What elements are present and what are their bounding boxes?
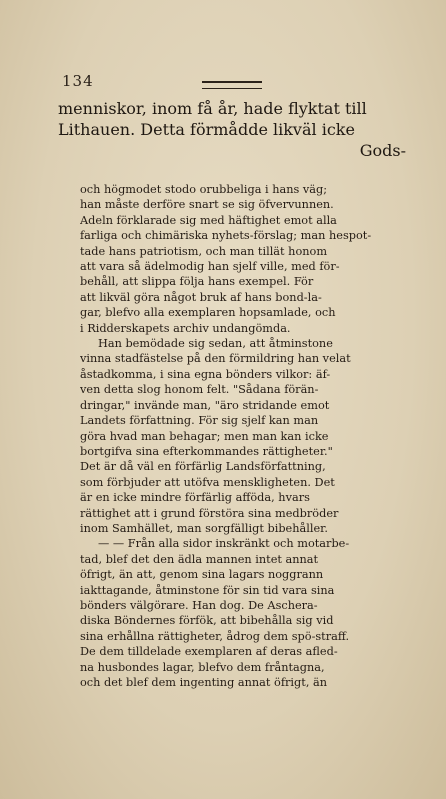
body-line: han måste derföre snart se sig öfvervunnen. <box>80 198 334 212</box>
continuation-block <box>58 98 406 161</box>
body-line: och det blef dem ingenting annat öfrigt, än <box>80 676 328 689</box>
body-line: ven detta slog honom felt. "Sådana förän- <box>80 383 319 397</box>
body-line: göra hvad man behagar; men man kan icke <box>80 429 329 443</box>
text-line: Lithauen. Detta förmådde likväl icke <box>58 120 355 139</box>
body-line: öfrigt, än att, genom sina lagars noggrann <box>80 568 324 582</box>
body-line: behåll, att slippa följa hans exempel. För <box>80 275 314 289</box>
body-line: att likväl göra något bruk af hans bond-la- <box>80 290 322 304</box>
body-line: bortgifva sina efterkommandes rättigheter." <box>80 444 333 458</box>
ornamental-rule <box>202 81 262 89</box>
body-line: dringar," invände man, "äro stridande emot <box>80 398 330 412</box>
body-text <box>80 182 410 690</box>
body-line: Adeln förklarade sig med häftighet emot alla <box>80 213 337 227</box>
body-line: inom Samhället, man sorgfälligt bibehåller. <box>80 521 328 535</box>
running-head <box>62 72 402 94</box>
body-line: att vara så ädelmodig han sjelf ville, med för- <box>80 260 340 274</box>
body-line: är en icke mindre förfärlig afföda, hvars <box>80 491 310 505</box>
body-line: tade hans patriotism, och man tillät honom <box>80 244 328 258</box>
body-line: Det är då väl en förfärlig Landsförfattning, <box>80 460 326 474</box>
body-line: bönders välgörare. Han dog. De Aschera- <box>80 598 318 612</box>
body-line: diska Böndernes förfök, att bibehålla sig vid <box>80 614 334 628</box>
body-line: vinna stadfästelse på den förmildring han velat <box>80 352 351 366</box>
catchword: Gods- <box>359 141 406 160</box>
body-line: De dem tilldelade exemplaren af deras afled- <box>80 645 338 659</box>
body-line: gar, blefvo alla exemplaren hopsamlade, och <box>80 306 336 320</box>
body-line: åstadkomma, i sina egna bönders vilkor: äf- <box>80 367 331 381</box>
body-line: farliga och chimäriska nyhets-förslag; man hespot- <box>80 229 372 243</box>
body-line: sina erhållna rättigheter, ådrog dem spö-straff. <box>80 629 350 643</box>
body-line: som förbjuder att utöfva menskligheten. Det <box>80 475 335 489</box>
body-line: Landets författning. För sig sjelf kan man <box>80 414 319 428</box>
body-line: och högmodet stodo orubbeliga i hans väg; <box>80 183 328 196</box>
body-line: i Ridderskapets archiv undangömda. <box>80 321 291 335</box>
body-line: Han bemödade sig sedan, att åtminstone <box>98 337 333 351</box>
text-line: menniskor, inom få år, hade flyktat till <box>58 99 367 118</box>
body-line: iakttagande, åtminstone för sin tid vara sina <box>80 583 335 597</box>
body-line: tad, blef det den ädla mannen intet annat <box>80 552 319 566</box>
body-line: rättighet att i grund förstöra sina medbröder <box>80 506 339 520</box>
body-line: — — Från alla sidor inskränkt och motarbe- <box>98 537 350 551</box>
page-number: 134 <box>62 72 94 90</box>
body-line: na husbondes lagar, blefvo dem fråntagna, <box>80 660 325 674</box>
